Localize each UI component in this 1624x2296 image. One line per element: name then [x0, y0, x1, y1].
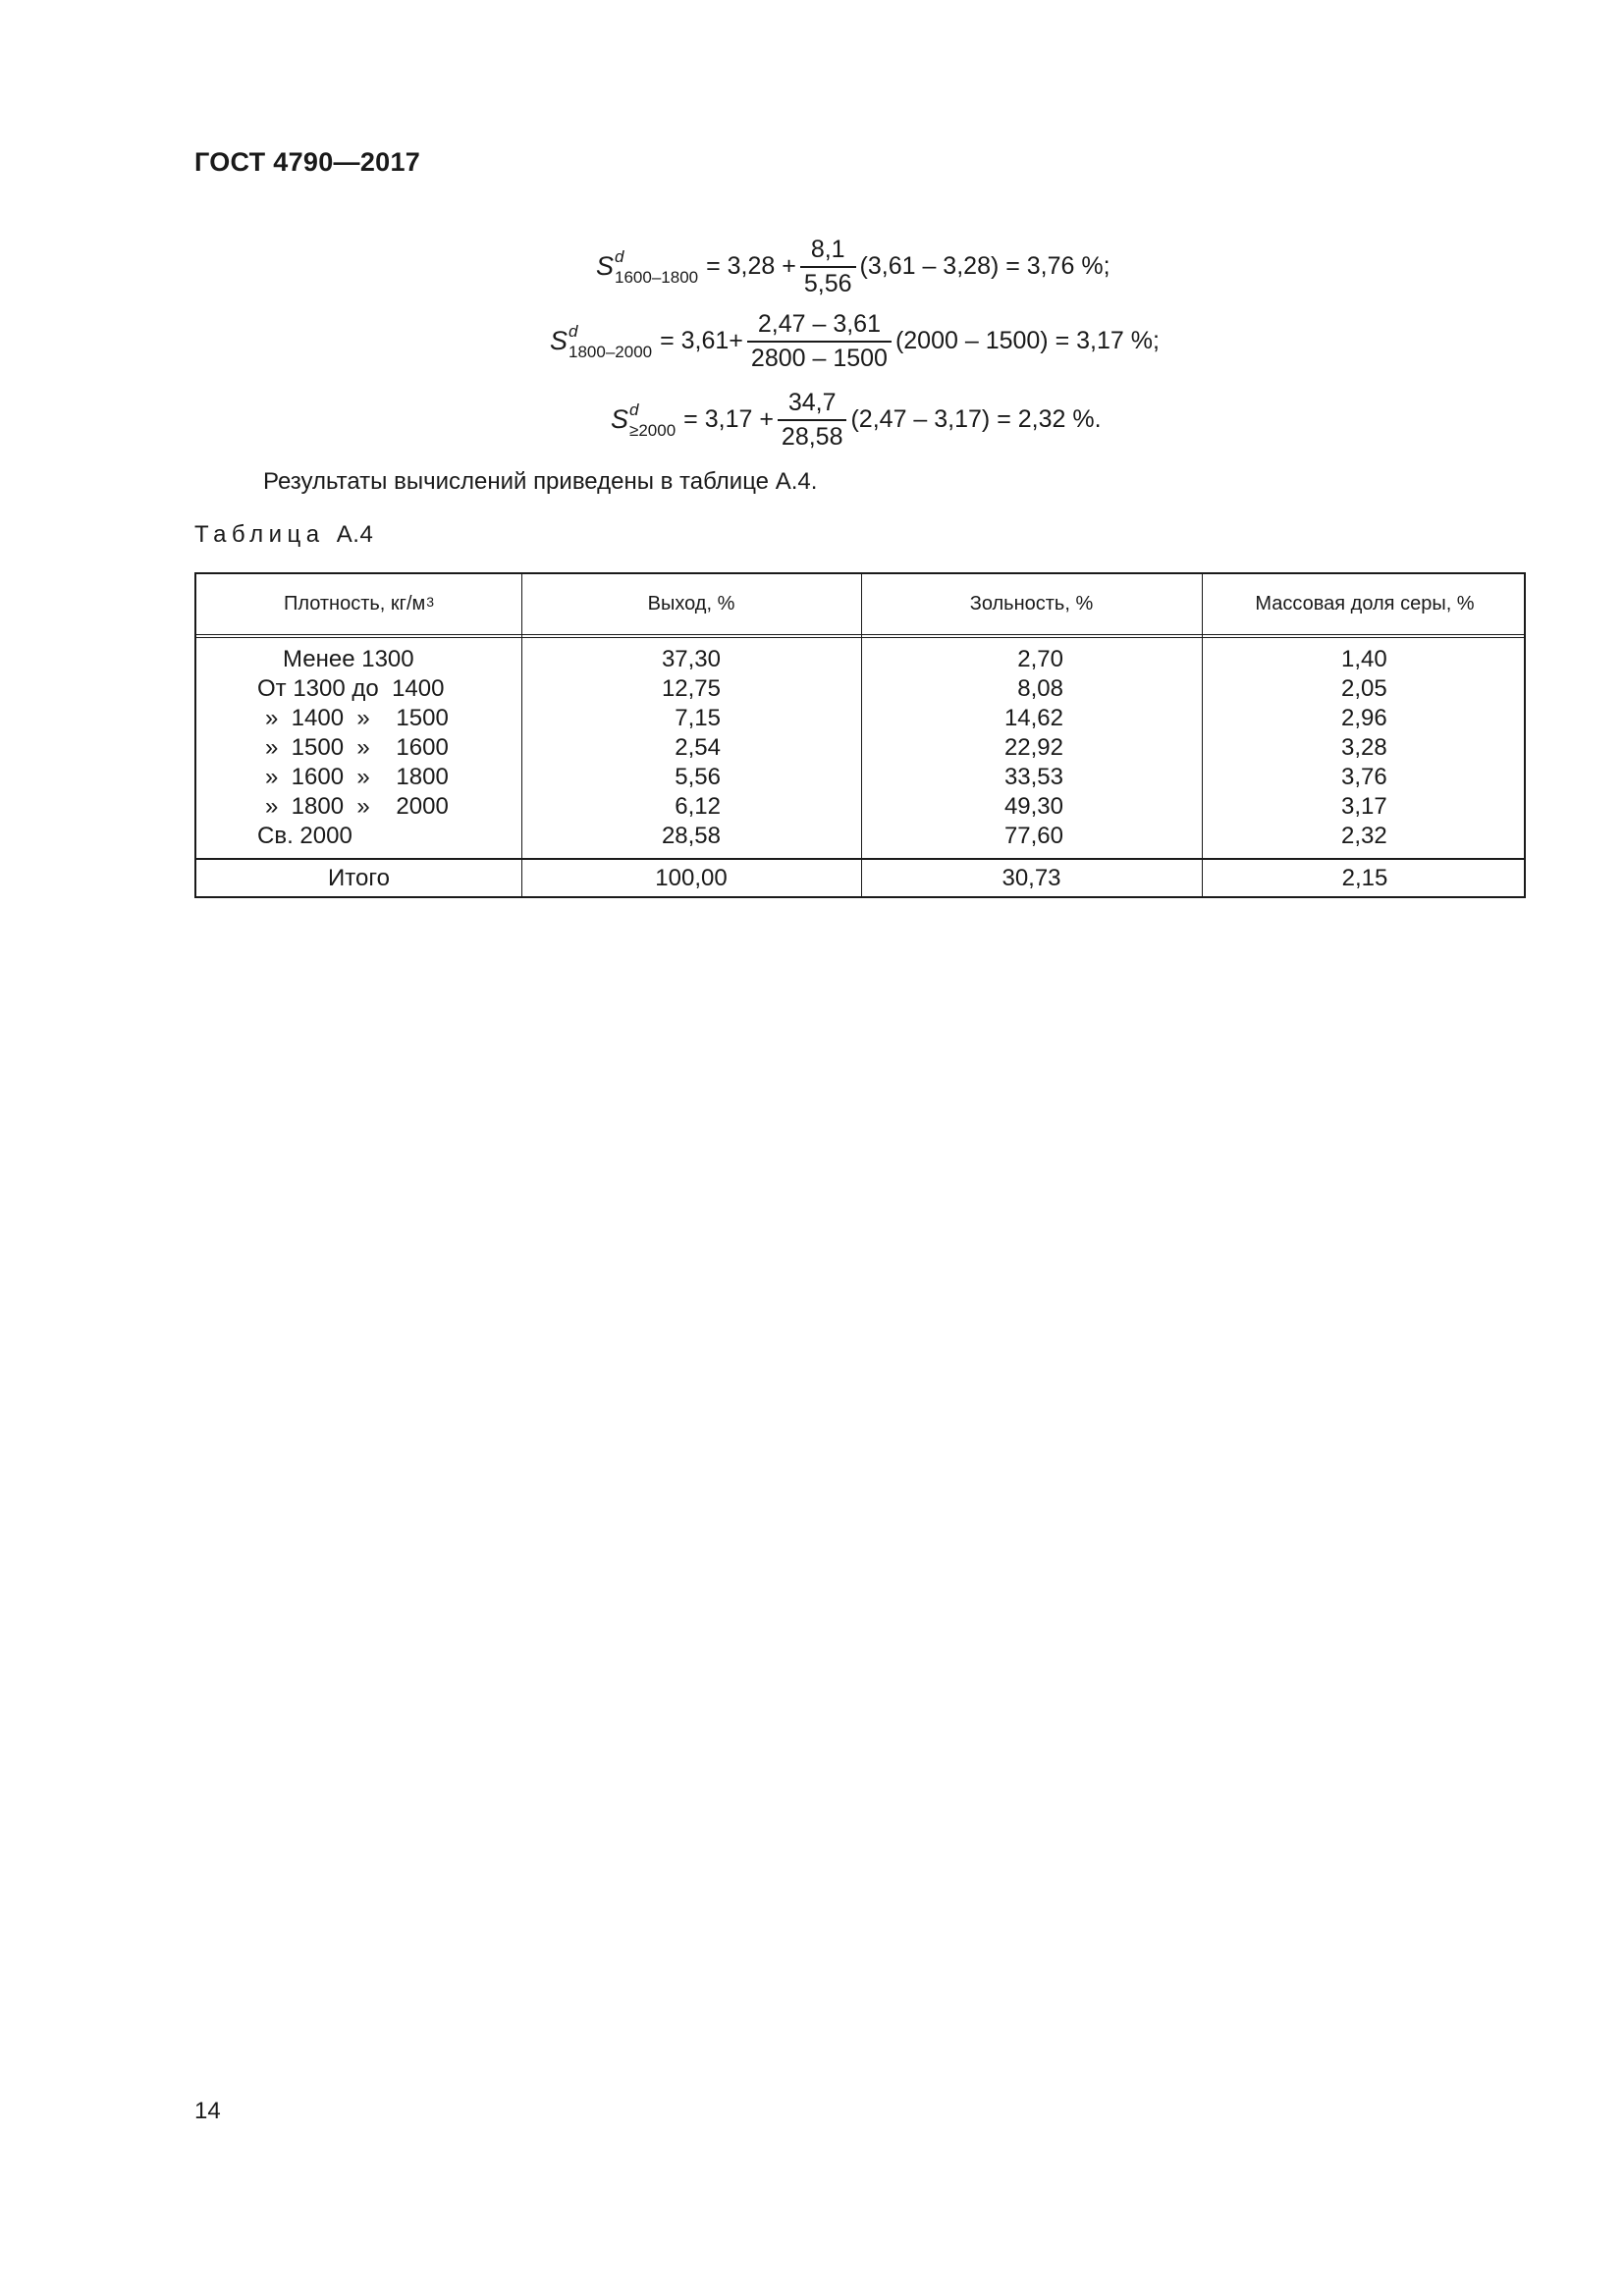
table-cell-density: » 1400 » 1500	[265, 705, 449, 731]
header-yield: Выход, %	[647, 593, 735, 614]
total-yield: 100,00	[655, 865, 728, 891]
ash-column	[933, 645, 1063, 851]
formula-block	[0, 0, 1624, 461]
formula-rhs: (2,47 – 3,17) = 2,32 %.	[850, 405, 1102, 434]
formula-fraction: $\frac{8,1}{5,56}$	[800, 236, 856, 298]
formula-3	[611, 389, 1102, 452]
table-caption-number: А.4	[336, 521, 374, 548]
table-cell-yield: 37,30	[661, 646, 721, 672]
total-sulfur: 2,15	[1341, 865, 1388, 891]
table-cell-density: » 1500 » 1600	[265, 734, 449, 761]
table-cell-density: Св. 2000	[257, 823, 352, 849]
formula-lhs: = 3,28 +	[706, 252, 796, 281]
header-sulfur: Массовая доля серы, %	[1255, 593, 1475, 614]
table-cell-sulfur: 3,17	[1341, 793, 1387, 820]
table-cell-sulfur: 2,05	[1341, 675, 1387, 702]
table-cell-density: От 1300 до 1400	[257, 675, 445, 702]
table-cell-sulfur: 1,40	[1341, 646, 1387, 672]
table-cell-density: Менее 1300	[283, 646, 414, 672]
yield-column	[589, 645, 721, 851]
table-cell-yield: 7,15	[675, 705, 721, 731]
formula-fraction: $\frac{2,47 - 3,61}{2800 - 1500}$	[747, 310, 892, 373]
table-cell-ash: 2,70	[1017, 646, 1063, 672]
table-cell-ash: 14,62	[1003, 705, 1063, 731]
table-cell-ash: 49,30	[1003, 793, 1063, 820]
table-cell-density: » 1800 » 2000	[265, 793, 449, 820]
table-cell-yield: 12,75	[661, 675, 721, 702]
header-ash: Зольность, %	[969, 593, 1094, 614]
results-table	[194, 572, 1526, 898]
formula-1	[596, 236, 1110, 298]
table-cell-yield: 6,12	[675, 793, 721, 820]
table-cell-yield: 2,54	[675, 734, 721, 761]
table-cell-ash: 22,92	[1003, 734, 1063, 761]
formula-2	[550, 310, 1160, 373]
formula-lhs: = 3,17 +	[683, 405, 774, 434]
total-label: Итого	[328, 865, 390, 891]
table-cell-yield: 5,56	[675, 764, 721, 790]
table-cell-sulfur: 2,96	[1341, 705, 1387, 731]
header-density: Плотность, кг/м $^3$	[283, 593, 435, 614]
table-caption	[194, 521, 373, 549]
formula-symbol: S d ≥2000	[611, 400, 677, 440]
table-cell-ash: 33,53	[1003, 764, 1063, 790]
density-column	[257, 645, 449, 851]
formula-fraction: $\frac{34,7}{28,58}$	[778, 389, 847, 452]
table-cell-ash: 77,60	[1003, 823, 1063, 849]
table-caption-word: Таблица	[194, 521, 325, 548]
formula-rhs: (3,61 – 3,28) = 3,76 %;	[859, 252, 1110, 281]
table-cell-density: » 1600 » 1800	[265, 764, 449, 790]
document-code: ГОСТ 4790—2017	[194, 147, 421, 177]
header-divider	[196, 634, 1524, 638]
formula-rhs: (2000 – 1500) = 3,17 %;	[894, 327, 1160, 355]
table-cell-ash: 8,08	[1017, 675, 1063, 702]
page-number: 14	[194, 2098, 221, 2124]
sulfur-column	[1341, 645, 1387, 851]
formula-lhs: = 3,61+	[660, 327, 743, 355]
table-cell-yield: 28,58	[661, 823, 721, 849]
table-cell-sulfur: 3,28	[1341, 734, 1387, 761]
formula-symbol: S d 1600–1800	[596, 246, 699, 287]
results-paragraph: Результаты вычислений приведены в таблице А.4.	[263, 468, 818, 495]
formula-symbol: S d 1800–2000	[550, 321, 653, 361]
table-cell-sulfur: 2,32	[1341, 823, 1387, 849]
total-ash: 30,73	[1001, 865, 1061, 891]
table-cell-sulfur: 3,76	[1341, 764, 1387, 790]
